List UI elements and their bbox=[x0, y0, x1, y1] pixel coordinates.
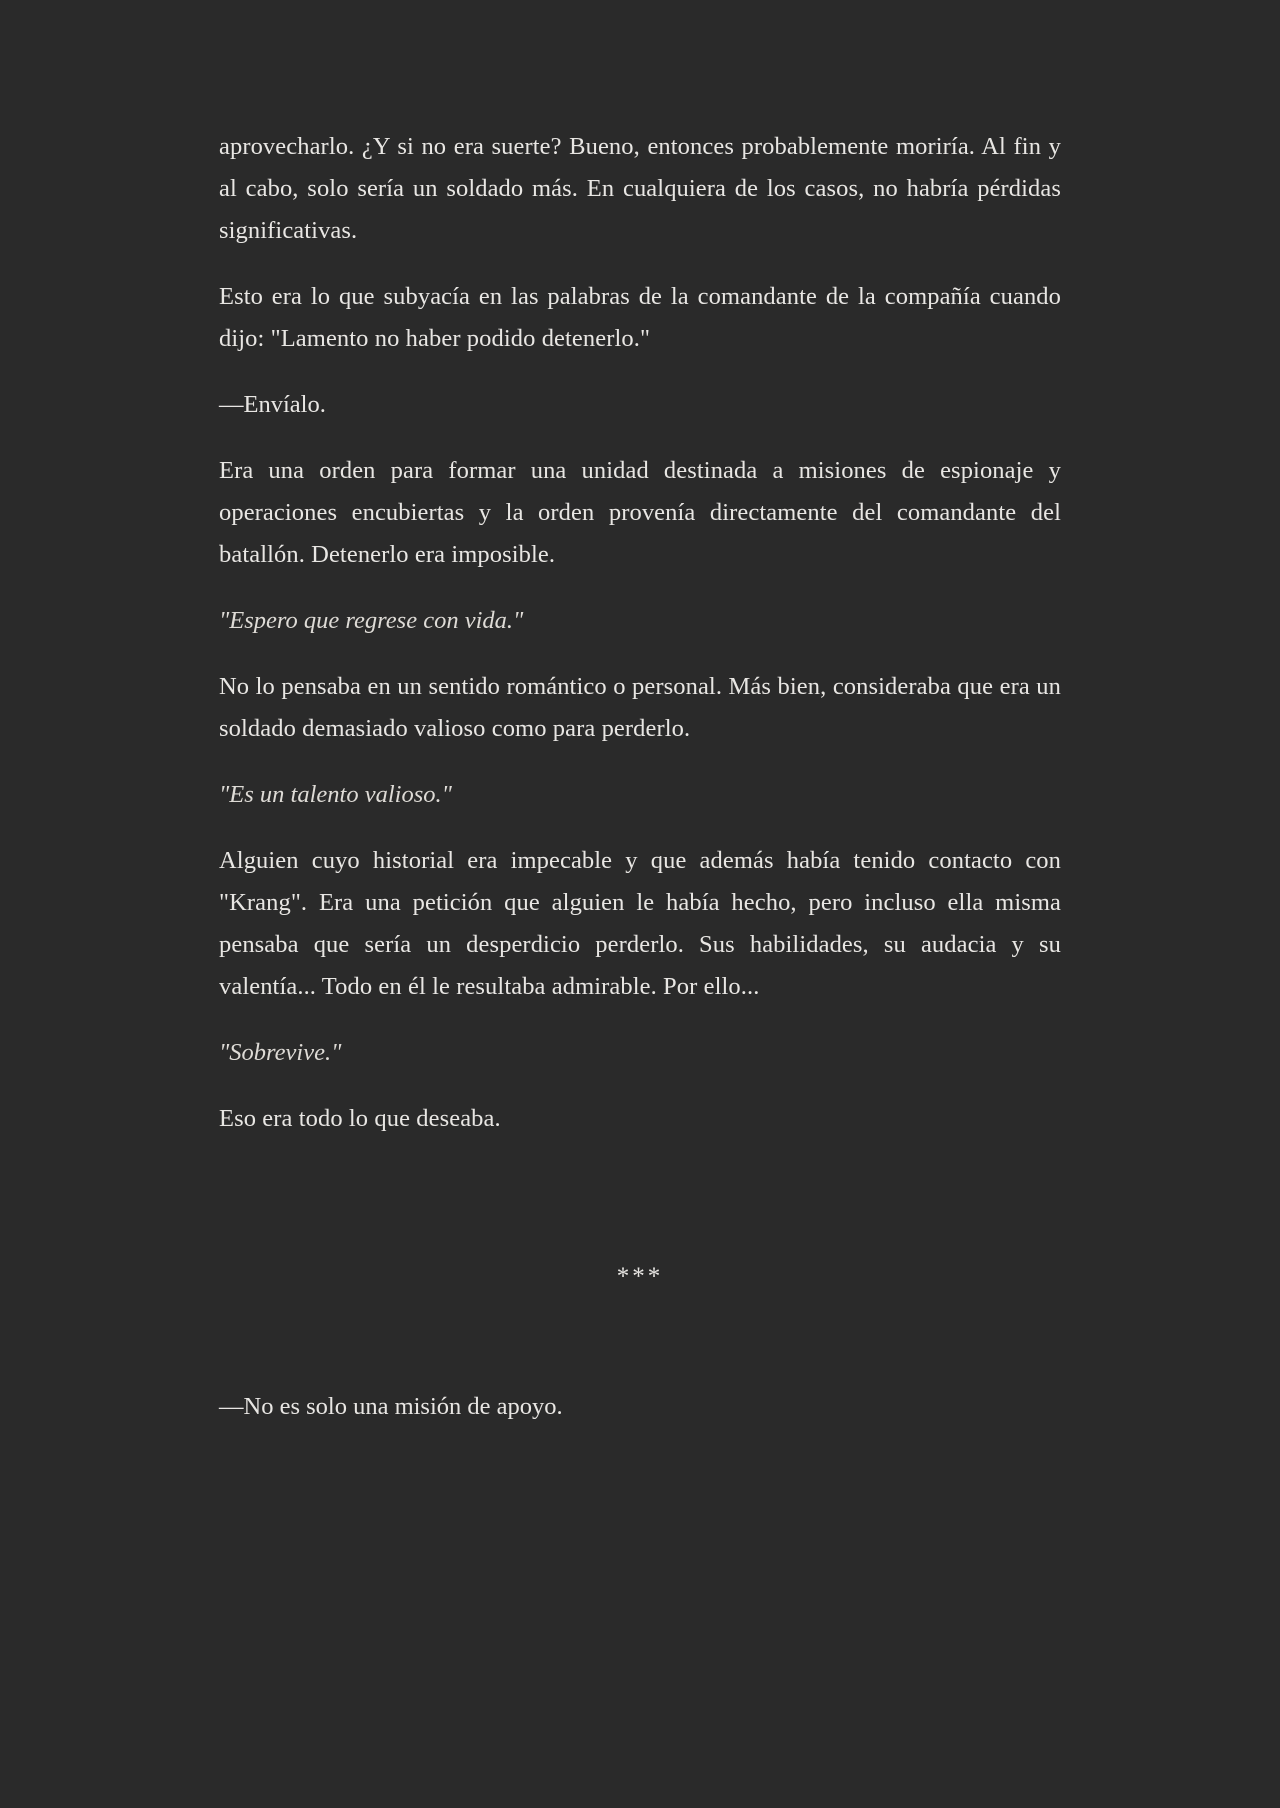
document-body bbox=[219, 0, 1061, 1512]
paragraph: No lo pensaba en un sentido romántico o personal. Más bien, consideraba que era un soldado demasiado valioso como para perderlo. bbox=[219, 673, 1061, 742]
scene-break-separator: *** bbox=[616, 1263, 664, 1290]
paragraph: Esto era lo que subyacía en las palabras de la comandante de la compañía cuando dijo: "Lamento no haber podido detenerlo." bbox=[219, 283, 1061, 352]
paragraph: aprovecharlo. ¿Y si no era suerte? Bueno, entonces probablemente moriría. Al fin y al cabo, solo sería un soldado más. En cualquiera de los casos, no habría pérdidas significativas. bbox=[219, 133, 1061, 244]
inner-monologue-quote: "Espero que regrese con vida." bbox=[219, 607, 524, 634]
paragraph: Alguien cuyo historial era impecable y que además había tenido contacto con "Krang". Era una petición que alguien le había hecho, pero incluso ella misma pensaba que sería un desperdicio perderlo. Sus habilidades, su audacia y su valentía... Todo en él le resultaba admirable. Por ello... bbox=[219, 847, 1061, 1000]
inner-monologue-quote: "Es un talento valioso." bbox=[219, 781, 452, 808]
inner-monologue-quote: "Sobrevive." bbox=[219, 1039, 342, 1066]
dialog-line: —Envíalo. bbox=[219, 391, 326, 418]
dialog-line: —No es solo una misión de apoyo. bbox=[219, 1393, 563, 1420]
paragraph: Era una orden para formar una unidad destinada a misiones de espionaje y operaciones encubiertas y la orden provenía directamente del comandante del batallón. Detenerlo era imposible. bbox=[219, 457, 1061, 568]
paragraph: Eso era todo lo que deseaba. bbox=[219, 1105, 501, 1132]
